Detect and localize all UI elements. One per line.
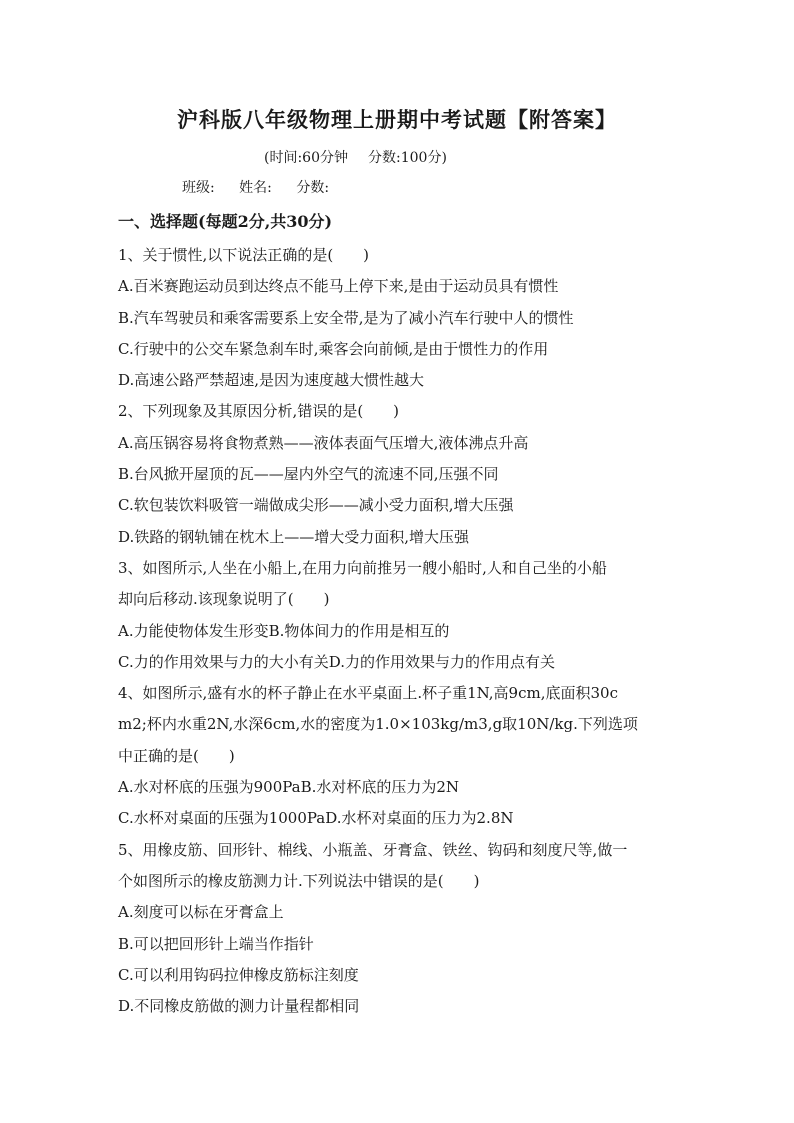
question-line: 3、如图所示,人坐在小船上,在用力向前推另一艘小船时,人和自己坐的小船 (118, 558, 607, 577)
question-line: 4、如图所示,盛有水的杯子静止在水平桌面上.杯子重1N,高9cm,底面积30c (118, 684, 618, 703)
option-line: C.软包装饮料吸管一端做成尖形——减小受力面积,增大压强 (118, 496, 514, 515)
class-label: 班级: (182, 180, 215, 196)
option-line: A.百米赛跑运动员到达终点不能马上停下来,是由于运动员具有惯性 (118, 277, 559, 296)
question-body (118, 240, 678, 1022)
student-info-line (182, 177, 349, 197)
option-line: C.力的作用效果与力的大小有关D.力的作用效果与力的作用点有关 (118, 652, 555, 671)
option-line: C.水杯对桌面的压强为1000PaD.水杯对桌面的压力为2.8N (118, 809, 514, 828)
section-title: 一、选择题(每题2分,共30分) (118, 212, 333, 231)
mark-label: 分数: (296, 180, 330, 196)
option-line: A.力能使物体发生形变B.物体间力的作用是相互的 (118, 621, 450, 640)
option-line: D.不同橡皮筋做的测力计量程都相同 (118, 997, 360, 1016)
question-line: 中正确的是( ) (118, 746, 235, 765)
option-line: C.可以利用钩码拉伸橡皮筋标注刻度 (118, 965, 359, 984)
exam-time-score (264, 147, 467, 167)
name-label: 姓名: (239, 180, 272, 196)
option-line: B.台风掀开屋顶的瓦——屋内外空气的流速不同,压强不同 (118, 465, 499, 484)
option-line: A.刻度可以标在牙膏盒上 (118, 903, 284, 922)
option-line: A.高压锅容易将食物煮熟——液体表面气压增大,液体沸点升高 (118, 433, 529, 452)
question-line: m2;杯内水重2N,水深6cm,水的密度为1.0×103kg/m3,g取10N/kg.下列选项 (118, 715, 638, 734)
option-line: B.汽车驾驶员和乘客需要系上安全带,是为了减小汽车行驶中人的惯性 (118, 308, 574, 327)
question-line: 却向后移动.该现象说明了( ) (118, 590, 330, 609)
option-line: D.铁路的钢轨铺在枕木上——增大受力面积,增大压强 (118, 527, 470, 546)
exam-time: (时间:60分钟 (264, 150, 348, 166)
option-line: D.高速公路严禁超速,是因为速度越大惯性越大 (118, 371, 425, 390)
option-line: B.可以把回形针上端当作指针 (118, 934, 314, 953)
exam-title: 沪科版八年级物理上册期中考试题【附答案】 (177, 107, 617, 132)
question-line: 5、用橡皮筋、回形针、棉线、小瓶盖、牙膏盒、铁丝、钩码和刻度尺等,做一 (118, 840, 628, 859)
option-line: A.水对杯底的压强为900PaB.水对杯底的压力为2N (118, 778, 460, 797)
question-line: 2、下列现象及其原因分析,错误的是( ) (118, 402, 400, 421)
question-line: 个如图所示的橡皮筋测力计.下列说法中错误的是( ) (118, 871, 480, 890)
option-line: C.行驶中的公交车紧急刹车时,乘客会向前倾,是由于惯性力的作用 (118, 339, 549, 358)
exam-total-score: 分数:100分) (368, 150, 447, 166)
question-line: 1、关于惯性,以下说法正确的是( ) (118, 246, 370, 264)
